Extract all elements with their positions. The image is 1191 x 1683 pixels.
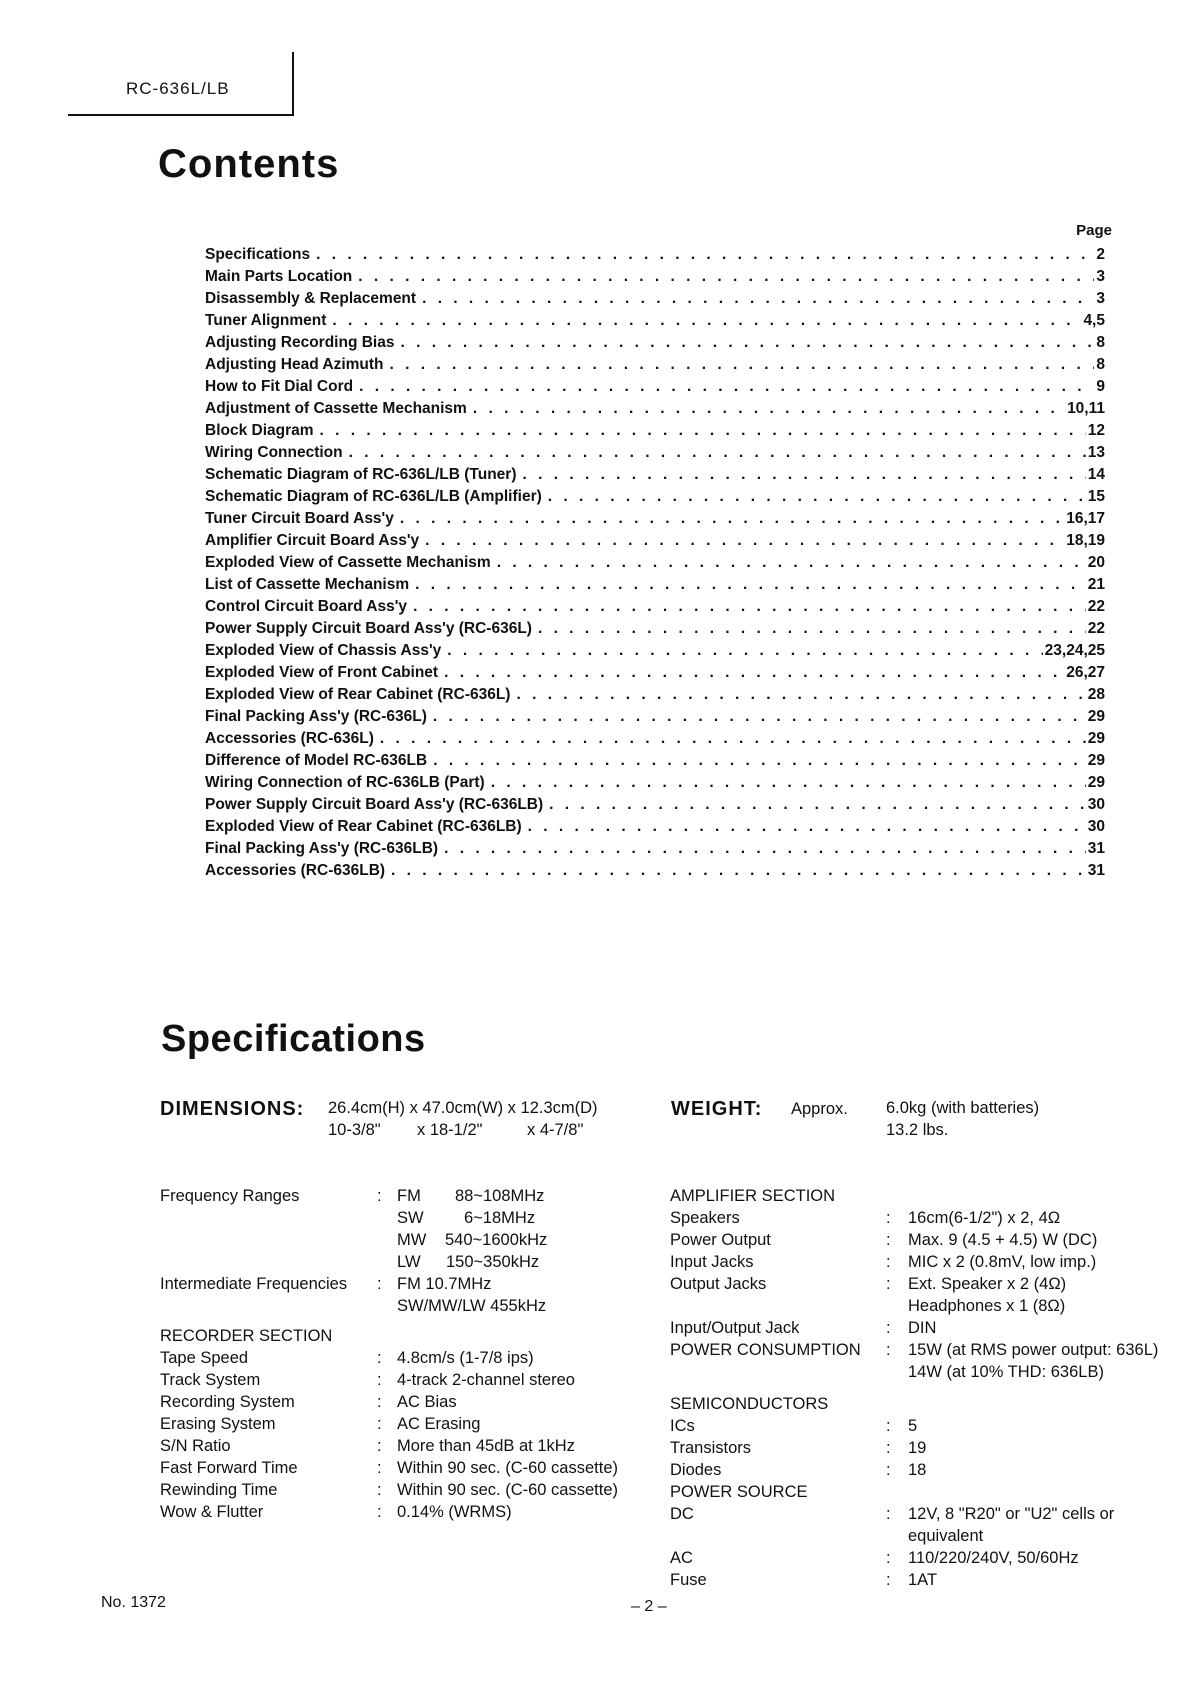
toc-leader-dots [433, 752, 1086, 770]
colon: : [886, 1549, 891, 1567]
toc-entry-page: 21 [1087, 576, 1105, 593]
toc-leader-dots [391, 862, 1086, 880]
toc-entry-page: 20 [1087, 554, 1105, 571]
toc-entry [205, 664, 1105, 686]
toc-entry-title: Exploded View of Cassette Mechanism [205, 554, 491, 571]
if-value-am: SW/MW/LW 455kHz [397, 1297, 547, 1315]
toc-entry-page: 26,27 [1066, 664, 1105, 681]
dimensions-metric: 26.4cm(H) x 47.0cm(W) x 12.3cm(D) [328, 1099, 598, 1117]
fuse-label: Fuse [670, 1571, 707, 1589]
toc-entry-page: 9 [1096, 378, 1105, 395]
diodes-value: 18 [908, 1461, 927, 1479]
header-divider-horizontal [68, 114, 294, 116]
dc-label: DC [670, 1505, 694, 1523]
toc-entry-page: 16,17 [1066, 510, 1105, 527]
recorder-spec-label: S/N Ratio [160, 1437, 231, 1455]
toc-leader-dots [548, 488, 1086, 506]
power-source-heading: POWER SOURCE [670, 1483, 808, 1501]
toc-leader-dots [473, 400, 1065, 418]
toc-entry [205, 796, 1105, 818]
toc-entry [205, 818, 1105, 840]
output-jacks-value-headphones: Headphones x 1 (8Ω) [908, 1297, 1066, 1315]
colon: : [886, 1275, 891, 1293]
toc-entry [205, 862, 1105, 884]
recorder-spec-value: AC Erasing [397, 1415, 481, 1433]
diodes-label: Diodes [670, 1461, 722, 1479]
toc-entry [205, 774, 1105, 796]
power-output-value: Max. 9 (4.5 + 4.5) W (DC) [908, 1231, 1098, 1249]
toc-entry [205, 752, 1105, 774]
contents-list [205, 246, 1105, 884]
toc-leader-dots [425, 532, 1064, 550]
frequency-ranges-label: Frequency Ranges [160, 1187, 300, 1205]
power-consumption-value-636lb: 14W (at 10% THD: 636LB) [908, 1363, 1104, 1381]
contents-page-heading: Page [1076, 222, 1112, 239]
toc-entry [205, 290, 1105, 312]
toc-leader-dots [400, 510, 1064, 528]
toc-entry-title: Amplifier Circuit Board Ass'y [205, 532, 420, 549]
toc-entry [205, 642, 1105, 664]
toc-entry-page: 29 [1087, 752, 1105, 769]
toc-entry [205, 510, 1105, 532]
recorder-spec-label: Wow & Flutter [160, 1503, 264, 1521]
intermediate-frequencies-label: Intermediate Frequencies [160, 1275, 348, 1293]
io-jack-value: DIN [908, 1319, 937, 1337]
toc-entry-title: Adjusting Head Azimuth [205, 356, 384, 373]
freq-range: 6~18MHz [464, 1209, 536, 1227]
colon: : [886, 1341, 891, 1359]
colon: : [886, 1253, 891, 1271]
weight-approx: Approx. [791, 1100, 848, 1118]
recorder-spec-value: 4.8cm/s (1-7/8 ips) [397, 1349, 534, 1367]
toc-entry-page: 22 [1087, 598, 1105, 615]
dimensions-inch-h: 10-3/8" [328, 1121, 381, 1139]
toc-leader-dots [359, 378, 1094, 396]
toc-leader-dots [491, 774, 1086, 792]
toc-entry-page: 3 [1096, 290, 1105, 307]
colon: : [886, 1461, 891, 1479]
recorder-spec-label: Recording System [160, 1393, 295, 1411]
recorder-spec-label: Erasing System [160, 1415, 276, 1433]
toc-entry-page: 2 [1096, 246, 1105, 263]
colon: : [377, 1481, 382, 1499]
toc-entry-title: Adjusting Recording Bias [205, 334, 395, 351]
power-consumption-value-636l: 15W (at RMS power output: 636L) [908, 1341, 1159, 1359]
colon: : [377, 1503, 382, 1521]
power-consumption-label: POWER CONSUMPTION [670, 1341, 861, 1359]
input-jacks-label: Input Jacks [670, 1253, 754, 1271]
document-number: No. 1372 [101, 1594, 166, 1611]
toc-entry-page: 4,5 [1083, 312, 1105, 329]
ics-value: 5 [908, 1417, 918, 1435]
toc-entry [205, 400, 1105, 422]
toc-leader-dots [523, 466, 1086, 484]
toc-entry-page: 13 [1087, 444, 1105, 461]
recorder-spec-value: More than 45dB at 1kHz [397, 1437, 575, 1455]
toc-entry [205, 730, 1105, 752]
toc-entry-title: Block Diagram [205, 422, 314, 439]
toc-entry [205, 312, 1105, 334]
freq-range: 150~350kHz [446, 1253, 540, 1271]
recorder-spec-label: Rewinding Time [160, 1481, 278, 1499]
toc-entry-title: Control Circuit Board Ass'y [205, 598, 408, 615]
dimensions-inch-w: x 18-1/2" [417, 1121, 483, 1139]
page-number: – 2 – [631, 1598, 667, 1615]
toc-entry-page: 29 [1087, 730, 1105, 747]
toc-leader-dots [316, 246, 1094, 264]
colon: : [886, 1505, 891, 1523]
toc-leader-dots [444, 840, 1086, 858]
weight-label: WEIGHT: [671, 1098, 763, 1120]
toc-entry-title: Tuner Alignment [205, 312, 327, 329]
freq-range: 88~108MHz [455, 1187, 545, 1205]
toc-entry [205, 576, 1105, 598]
model-number: RC-636L/LB [126, 79, 230, 98]
toc-entry-page: 31 [1087, 840, 1105, 857]
transistors-value: 19 [908, 1439, 927, 1457]
toc-entry-title: Specifications [205, 246, 311, 263]
ac-value: 110/220/240V, 50/60Hz [908, 1549, 1079, 1567]
toc-entry-page: 29 [1087, 708, 1105, 725]
toc-entry-title: Accessories (RC-636L) [205, 730, 374, 747]
toc-entry-title: Power Supply Circuit Board Ass'y (RC-636L) [205, 620, 532, 637]
toc-entry-title: Adjustment of Cassette Mechanism [205, 400, 467, 417]
toc-entry [205, 466, 1105, 488]
input-jacks-value: MIC x 2 (0.8mV, low imp.) [908, 1253, 1097, 1271]
toc-leader-dots [400, 334, 1094, 352]
recorder-section-heading: RECORDER SECTION [160, 1327, 333, 1345]
toc-entry-title: Wiring Connection of RC-636LB (Part) [205, 774, 485, 791]
toc-leader-dots [422, 290, 1094, 308]
toc-entry [205, 620, 1105, 642]
weight-value-kg: 6.0kg (with batteries) [886, 1099, 1040, 1117]
toc-entry-title: Exploded View of Front Cabinet [205, 664, 439, 681]
colon: : [886, 1209, 891, 1227]
toc-entry-title: Main Parts Location [205, 268, 353, 285]
toc-entry-page: 10,11 [1067, 400, 1105, 417]
toc-entry [205, 422, 1105, 444]
colon: : [886, 1231, 891, 1249]
fuse-value: 1AT [908, 1571, 938, 1589]
freq-band: LW [397, 1253, 421, 1271]
toc-leader-dots [549, 796, 1086, 814]
colon: : [377, 1459, 382, 1477]
toc-entry-title: Tuner Circuit Board Ass'y [205, 510, 394, 527]
speakers-value: 16cm(6-1/2") x 2, 4Ω [908, 1209, 1061, 1227]
toc-entry-title: Disassembly & Replacement [205, 290, 417, 307]
amplifier-section-heading: AMPLIFIER SECTION [670, 1187, 836, 1205]
toc-leader-dots [413, 598, 1086, 616]
toc-entry-title: Schematic Diagram of RC-636L/LB (Tuner) [205, 466, 517, 483]
header-divider-vertical [292, 52, 294, 115]
toc-entry [205, 268, 1105, 290]
io-jack-label: Input/Output Jack [670, 1319, 800, 1337]
weight-value-lbs: 13.2 lbs. [886, 1121, 949, 1139]
toc-leader-dots [380, 730, 1086, 748]
freq-band: FM [397, 1187, 421, 1205]
toc-entry [205, 444, 1105, 466]
toc-entry-page: 12 [1087, 422, 1105, 439]
toc-leader-dots [320, 422, 1086, 440]
toc-leader-dots [433, 708, 1086, 726]
toc-entry-page: 3 [1096, 268, 1105, 285]
toc-entry-page: 15 [1087, 488, 1105, 505]
toc-entry-page: 30 [1087, 818, 1105, 835]
recorder-spec-value: AC Bias [397, 1393, 457, 1411]
dimensions-inch-d: x 4-7/8" [527, 1121, 584, 1139]
semiconductors-heading: SEMICONDUCTORS [670, 1395, 829, 1413]
toc-entry [205, 840, 1105, 862]
colon: : [377, 1275, 382, 1293]
freq-band: MW [397, 1231, 427, 1249]
output-jacks-value-speaker: Ext. Speaker x 2 (4Ω) [908, 1275, 1067, 1293]
dimensions-label: DIMENSIONS: [160, 1098, 305, 1120]
contents-title: Contents [158, 142, 340, 186]
toc-leader-dots [332, 312, 1081, 330]
freq-band: SW [397, 1209, 424, 1227]
toc-entry-title: Exploded View of Rear Cabinet (RC-636LB) [205, 818, 522, 835]
toc-entry [205, 686, 1105, 708]
toc-entry-title: List of Cassette Mechanism [205, 576, 410, 593]
toc-entry [205, 532, 1105, 554]
toc-entry-title: Difference of Model RC-636LB [205, 752, 428, 769]
toc-leader-dots [358, 268, 1094, 286]
colon: : [377, 1371, 382, 1389]
toc-entry-title: How to Fit Dial Cord [205, 378, 354, 395]
toc-entry-title: Schematic Diagram of RC-636L/LB (Amplifier) [205, 488, 542, 505]
transistors-label: Transistors [670, 1439, 751, 1457]
power-output-label: Power Output [670, 1231, 771, 1249]
toc-entry [205, 378, 1105, 400]
toc-entry-page: 8 [1096, 356, 1105, 373]
colon: : [377, 1187, 382, 1205]
toc-entry-page: 28 [1087, 686, 1105, 703]
toc-leader-dots [447, 642, 1042, 660]
toc-entry-page: 31 [1087, 862, 1105, 879]
toc-entry-page: 8 [1096, 334, 1105, 351]
ics-label: ICs [670, 1417, 695, 1435]
toc-entry-page: 29 [1087, 774, 1105, 791]
dc-value: 12V, 8 "R20" or "U2" cells or [908, 1505, 1115, 1523]
toc-entry-title: Final Packing Ass'y (RC-636LB) [205, 840, 439, 857]
colon: : [886, 1439, 891, 1457]
toc-entry-page: 18,19 [1066, 532, 1105, 549]
colon: : [377, 1437, 382, 1455]
recorder-spec-value: 0.14% (WRMS) [397, 1503, 512, 1521]
recorder-spec-label: Tape Speed [160, 1349, 249, 1367]
recorder-spec-value: 4-track 2-channel stereo [397, 1371, 575, 1389]
colon: : [886, 1571, 891, 1589]
toc-entry [205, 246, 1105, 268]
toc-leader-dots [349, 444, 1086, 462]
recorder-spec-label: Fast Forward Time [160, 1459, 298, 1477]
speakers-label: Speakers [670, 1209, 740, 1227]
toc-leader-dots [538, 620, 1086, 638]
toc-entry-title: Power Supply Circuit Board Ass'y (RC-636LB) [205, 796, 544, 813]
toc-entry-page: 23,24,25 [1044, 642, 1105, 659]
toc-leader-dots [516, 686, 1085, 704]
toc-leader-dots [497, 554, 1086, 572]
recorder-spec-label: Track System [160, 1371, 261, 1389]
toc-entry-page: 22 [1087, 620, 1105, 637]
toc-entry [205, 488, 1105, 510]
toc-entry [205, 708, 1105, 730]
toc-entry-title: Wiring Connection [205, 444, 343, 461]
toc-leader-dots [390, 356, 1095, 374]
freq-range: 540~1600kHz [445, 1231, 548, 1249]
toc-entry [205, 334, 1105, 356]
toc-leader-dots [444, 664, 1064, 682]
colon: : [377, 1393, 382, 1411]
toc-entry-title: Exploded View of Rear Cabinet (RC-636L) [205, 686, 511, 703]
toc-leader-dots [415, 576, 1086, 594]
recorder-spec-value: Within 90 sec. (C-60 cassette) [397, 1459, 618, 1477]
specifications-title: Specifications [161, 1018, 426, 1060]
colon: : [886, 1417, 891, 1435]
toc-entry-page: 14 [1087, 466, 1105, 483]
colon: : [377, 1415, 382, 1433]
toc-entry [205, 554, 1105, 576]
toc-entry-title: Exploded View of Chassis Ass'y [205, 642, 442, 659]
colon: : [377, 1349, 382, 1367]
toc-leader-dots [528, 818, 1086, 836]
toc-entry-title: Final Packing Ass'y (RC-636L) [205, 708, 427, 725]
colon: : [886, 1319, 891, 1337]
recorder-spec-value: Within 90 sec. (C-60 cassette) [397, 1481, 618, 1499]
output-jacks-label: Output Jacks [670, 1275, 767, 1293]
dc-value-cont: equivalent [908, 1527, 984, 1545]
toc-entry [205, 598, 1105, 620]
ac-label: AC [670, 1549, 693, 1567]
toc-entry-title: Accessories (RC-636LB) [205, 862, 386, 879]
if-value-fm: FM 10.7MHz [397, 1275, 492, 1293]
toc-entry-page: 30 [1087, 796, 1105, 813]
toc-entry [205, 356, 1105, 378]
